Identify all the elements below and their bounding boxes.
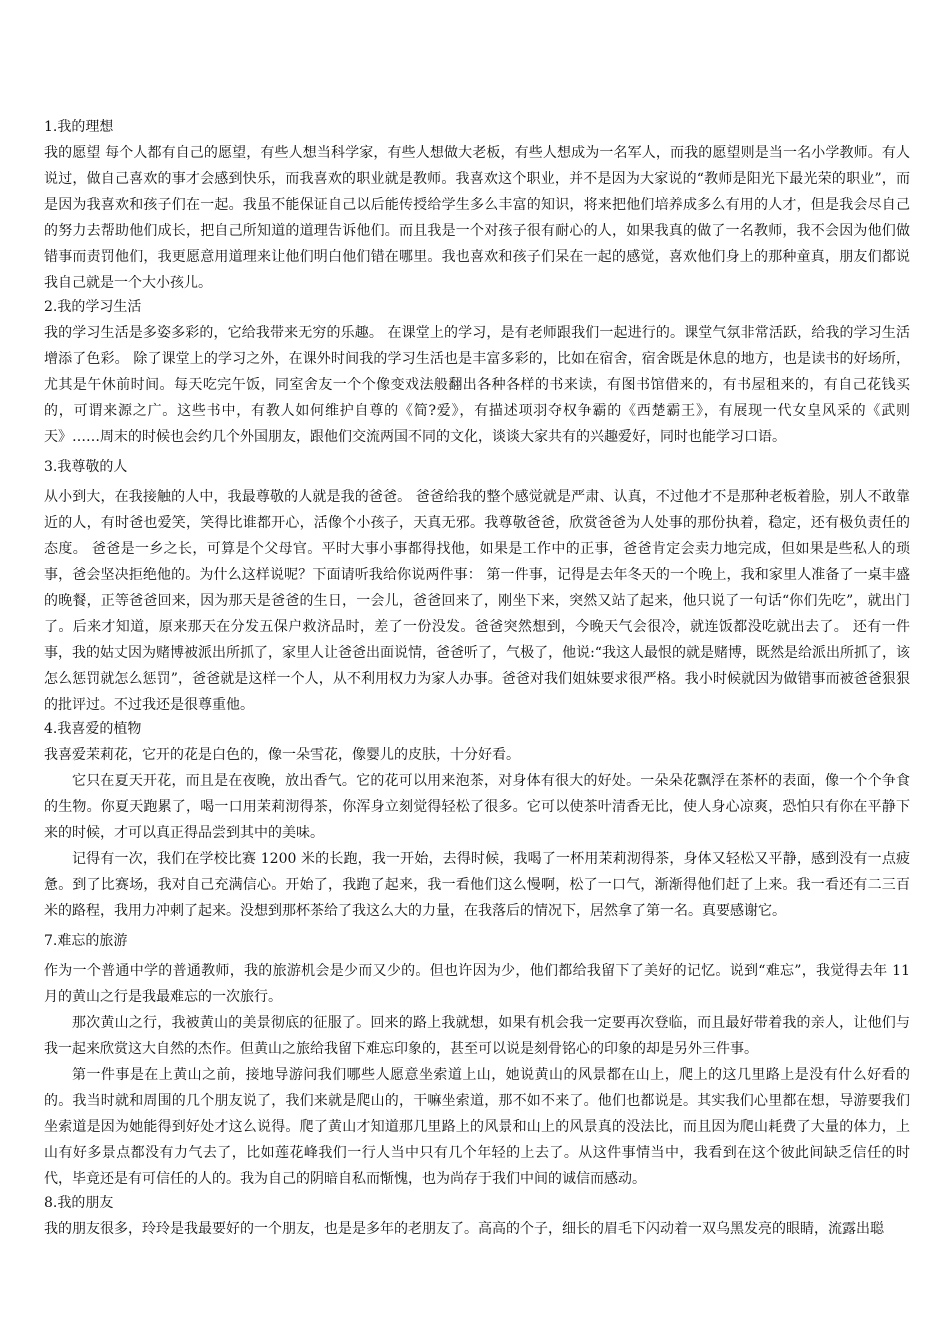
paragraph: 我的愿望 每个人都有自己的愿望，有些人想当科学家，有些人想做大老板，有些人想成为一名军人，而我的愿望则是当一名小学教师。有人说过，做自己喜欢的事才会感到快乐，而我喜欢的职业就是教师。我喜欢这个职业，并不是因为大家说的“教师是阳光下最光荣的职业”，而是因为我喜欢和孩子们在一起。我虽不能保证自己以后能传授给学生多么丰富的知识，将来把他们培养成多么有用的人才，但是我会尽自己的努力去帮助他们成长，把自己所知道的道理告诉他们。而且我是一个对孩子很有耐心的人，如果我真的做了一名教师，我不会因为他们做错事而责罚他们，我更愿意用道理来让他们明白他们错在哪里。我也喜欢和孩子们呆在一起的感觉，喜欢他们身上的那种童真，朋友们都说我自己就是一个大小孩儿。 [44,145,910,291]
paragraph: 作为一个普通中学的普通教师，我的旅游机会是少而又少的。但也许因为少，他们都给我留下了美好的记忆。说到“难忘”，我觉得去年 11 月的黄山之行是我最难忘的一次旅行。 [44,963,910,1005]
section-heading: 7.难忘的旅游 [44,933,128,949]
paragraph: 它只在夏天开花，而且是在夜晚，放出香气。它的花可以用来泡茶，对身体有很大的好处。一朵朵花飘浮在茶杯的表面，像一个个争食的生物。你夏天跑累了，喝一口用茉莉沏得茶，你浑身立刻觉得轻松了很多。它可以使茶叶清香无比，使人身心凉爽，恐怕只有你在平静下来的时候，才可以真正得品尝到其中的美味。 [44,773,910,841]
paragraph: 那次黄山之行，我被黄山的美景彻底的征服了。回来的路上我就想，如果有机会我一定要再次登临，而且最好带着我的亲人，让他们与我一起来欣赏这大自然的杰作。但黄山之旅给我留下难忘印象的，甚至可以说是刻骨铭心的印象的却是另外三件事。 [44,1015,910,1057]
section-heading: 8.我的朋友 [44,1195,114,1211]
section-respected-person [44,456,910,718]
paragraph: 记得有一次，我们在学校比赛 1200 米的长跑，我一开始，去得时候，我喝了一杯用茉莉沏得茶，身体又轻松又平静，感到没有一点疲惫。到了比赛场，我对自己充满信心。开始了，我跑了起来，我一看他们这么慢啊，松了一口气，渐渐得他们赶了上来。我一看还有二三百米的路程，我用力冲刺了起来。没想到那杯茶给了我这么大的力量，在我落后的情况下，居然拿了第一名。真要感谢它。 [44,851,910,919]
paragraph: 我喜爱茉莉花，它开的花是白色的，像一朵雪花，像婴儿的皮肤，十分好看。 [44,747,520,763]
paragraph: 从小到大，在我接触的人中，我最尊敬的人就是我的爸爸。 爸爸给我的整个感觉就是严肃、认真，不过他才不是那种老板着脸，别人不敢靠近的人，有时爸也爱笑，笑得比谁都开心，活像个小孩子，天真无邪。我尊敬爸爸，欣赏爸爸为人处事的那份执着，稳定，还有极负责任的态度。 爸爸是一乡之长，可算是个父母官。平时大事小事都得找他，如果是工作中的正事，爸爸肯定会卖力地完成，但如果是些私人的琐事，爸会坚决拒绝他的。为什么这样说呢？下面请听我给你说两件事： 第一件事，记得是去年冬天的一个晚上，我和家里人准备了一桌丰盛的晚餐，正等爸爸回来，因为那天是爸爸的生日，一会儿，爸爸回来了，刚坐下来，突然又站了起来，他只说了一句话“你们先吃”，就出门了。后来才知道，原来那天在分发五保户救济品时，差了一份没发。爸爸突然想到，今晚天气会很冷，就连饭都没吃就出去了。 还有一件事，我的姑丈因为赌博被派出所抓了，家里人让爸爸出面说情，爸爸听了，气极了，他说:“我这人最恨的就是赌博，既然是给派出所抓了，该怎么惩罚就怎么惩罚”，爸爸就是这样一个人，从不利用权力为家人办事。爸爸对我们姐妹要求很严格。我小时候就因为做错事而被爸爸狠狠的批评过。不过我还是很尊重他。 [44,489,910,713]
section-my-friend [44,1192,910,1242]
document-page [44,116,910,1242]
section-heading: 4.我喜爱的植物 [44,721,142,737]
paragraph: 我的学习生活是多姿多彩的，它给我带来无穷的乐趣。 在课堂上的学习，是有老师跟我们一起进行的。课堂气氛非常活跃，给我的学习生活增添了色彩。 除了课堂上的学习之外，在课外时间我的学习生活也是丰富多彩的，比如在宿舍，宿舍既是休息的地方，也是读书的好场所，尤其是午休前时间。每天吃完午饭，同室舍友一个个像变戏法般翻出各种各样的书来读，有图书馆借来的，有书屋租来的，有自己花钱买的，可谓来源之广。这些书中，有教人如何维护自尊的《简?爱》，有描述项羽夺权争霸的《西楚霸王》，有展现一代女皇风采的《武则天》……周末的时候也会约几个外国朋友，跟他们交流两国不同的文化，谈谈大家共有的兴趣爱好，同时也能学习口语。 [44,325,910,445]
section-heading: 3.我尊敬的人 [44,459,128,475]
paragraph: 第一件事是在上黄山之前，接地导游问我们哪些人愿意坐索道上山，她说黄山的风景都在山上，爬上的这几里路上是没有什么好看的的。我当时就和周围的几个朋友说了，我们来就是爬山的，干嘛坐索道，那不如不来了。他们也都说是。其实我们心里都在想，导游要我们坐索道是因为她能得到好处才这么说得。爬了黄山才知道那几里路上的风景和山上的风景真的没法比，而且因为爬山耗费了大量的体力，上山有好多景点都没有力气去了，比如莲花峰我们一行人当中只有几个年轻的上去了。从这件事情当中，我看到在这个彼此间缺乏信任的时代，毕竟还是有可信任的人的。我为自己的阴暗自私而惭愧，也为尚存于我们中间的诚信而感动。 [44,1067,910,1187]
section-favorite-plant [44,718,910,924]
section-memorable-trip [44,930,910,1192]
section-study-life [44,296,910,450]
section-heading: 1.我的理想 [44,119,114,135]
section-ideal [44,116,910,296]
section-heading: 2.我的学习生活 [44,299,142,315]
paragraph: 我的朋友很多，玲玲是我最要好的一个朋友，也是是多年的老朋友了。高高的个子，细长的眉毛下闪动着一双乌黑发亮的眼睛，流露出聪 [44,1221,884,1237]
